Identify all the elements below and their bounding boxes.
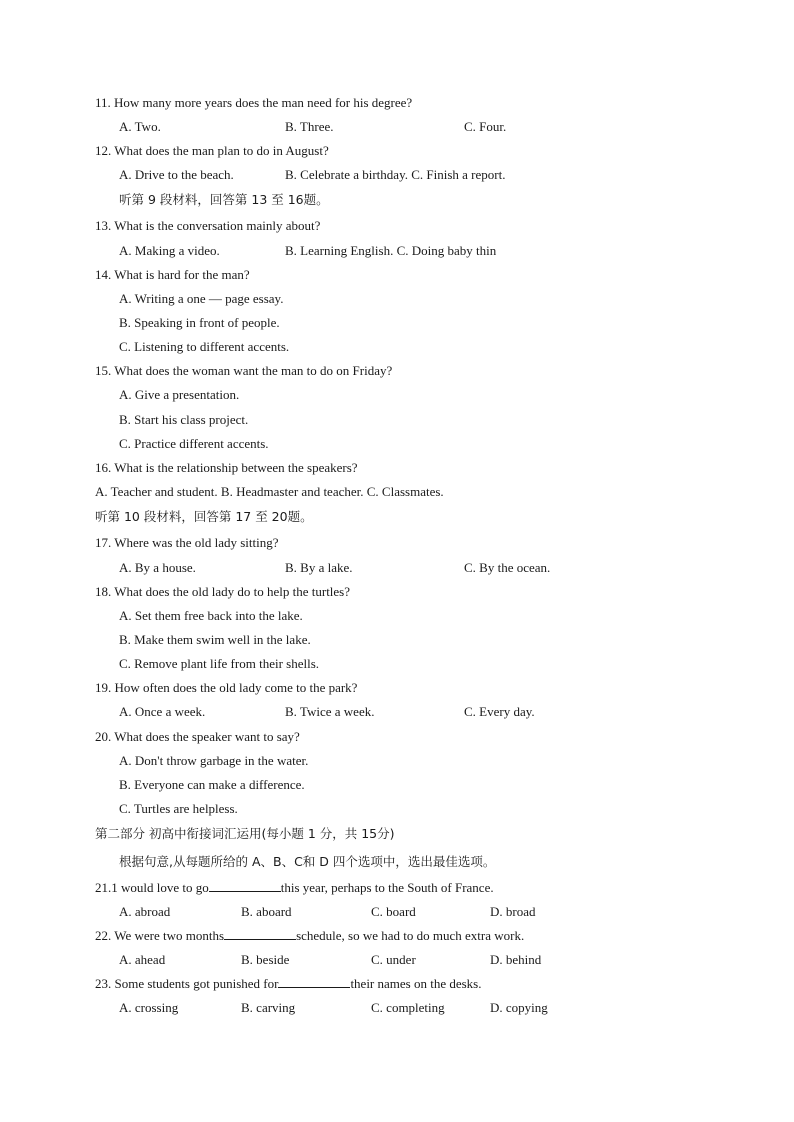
question-13-options-bc: B. Learning English. C. Doing baby thin [285, 243, 497, 258]
question-20-option-a: A. Don't throw garbage in the water. [119, 753, 309, 768]
question-21-option-d: D. broad [490, 904, 536, 919]
question-22-stem-start: 22. We were two months [95, 928, 225, 943]
part-2-instruction: 根据句意,从每题所给的 A、B、C和 D 四个选项中，选出最佳选项。 [119, 854, 496, 869]
question-11-option-a: A. Two. [119, 119, 161, 134]
question-15-option-c: C. Practice different accents. [119, 436, 269, 451]
question-12-options-bc: B. Celebrate a birthday. C. Finish a report. [285, 167, 506, 182]
question-15-stem: 15. What does the woman want the man to do on Friday? [95, 363, 393, 378]
question-20-option-c: C. Turtles are helpless. [119, 801, 238, 816]
question-15-option-b: B. Start his class project. [119, 412, 249, 427]
question-20-stem: 20. What does the speaker want to say? [95, 729, 300, 744]
question-15-option-a: A. Give a presentation. [119, 387, 240, 402]
question-14-option-c: C. Listening to different accents. [119, 339, 290, 354]
question-17-option-c: C. By the ocean. [464, 560, 551, 575]
question-16-options: A. Teacher and student. B. Headmaster and teacher. C. Classmates. [95, 484, 444, 499]
question-23-option-b: B. carving [241, 1000, 296, 1015]
question-23-option-d: D. copying [490, 1000, 548, 1015]
question-18-option-c: C. Remove plant life from their shells. [119, 656, 320, 671]
question-16-stem: 16. What is the relationship between the speakers? [95, 460, 358, 475]
question-22-stem-end: schedule, so we had to do much extra work. [296, 928, 525, 943]
listening-instruction-10: 听第 10 段材料，回答第 17 至 20题。 [95, 509, 313, 524]
question-21-stem [95, 880, 494, 896]
question-20-option-b: B. Everyone can make a difference. [119, 777, 305, 792]
question-21-option-a: A. abroad [119, 904, 171, 919]
question-17-option-a: A. By a house. [119, 560, 196, 575]
question-23-option-a: A. crossing [119, 1000, 179, 1015]
question-18-option-b: B. Make them swim well in the lake. [119, 632, 311, 647]
question-23-option-c: C. completing [371, 1000, 445, 1015]
question-13-option-a: A. Making a video. [119, 243, 220, 258]
question-13-stem: 13. What is the conversation mainly about? [95, 218, 321, 233]
question-17-option-b: B. By a lake. [285, 560, 353, 575]
question-18-stem: 18. What does the old lady do to help the turtles? [95, 584, 351, 599]
question-17-stem: 17. Where was the old lady sitting? [95, 535, 279, 550]
question-22-option-d: D. behind [490, 952, 542, 967]
question-22-stem [95, 928, 524, 944]
question-23-stem-start: 23. Some students got punished for [95, 976, 279, 991]
question-19-option-c: C. Every day. [464, 704, 535, 719]
question-18-option-a: A. Set them free back into the lake. [119, 608, 303, 623]
question-14-option-b: B. Speaking in front of people. [119, 315, 280, 330]
question-22-option-c: C. under [371, 952, 416, 967]
question-11-stem: 11. How many more years does the man need for his degree? [95, 95, 413, 110]
question-21-option-c: C. board [371, 904, 416, 919]
question-23-stem [95, 976, 482, 992]
question-14-stem: 14. What is hard for the man? [95, 267, 250, 282]
question-11-option-b: B. Three. [285, 119, 334, 134]
question-21-stem-end: this year, perhaps to the South of France. [280, 880, 494, 895]
question-22-option-b: B. beside [241, 952, 290, 967]
question-21-option-b: B. aboard [241, 904, 292, 919]
answer-blank [224, 928, 296, 940]
question-19-option-b: B. Twice a week. [285, 704, 375, 719]
question-19-option-a: A. Once a week. [119, 704, 206, 719]
answer-blank [209, 880, 281, 892]
question-19-stem: 19. How often does the old lady come to the park? [95, 680, 358, 695]
question-23-stem-end: their names on the desks. [350, 976, 482, 991]
question-14-option-a: A. Writing a one — page essay. [119, 291, 284, 306]
question-21-stem-start: 21.1 would love to go [95, 880, 209, 895]
answer-blank [278, 976, 350, 988]
question-22-option-a: A. ahead [119, 952, 166, 967]
part-2-heading: 第二部分 初高中衔接词汇运用(每小题 1 分，共 15分) [95, 826, 395, 841]
question-12-option-a: A. Drive to the beach. [119, 167, 234, 182]
question-12-stem: 12. What does the man plan to do in August? [95, 143, 329, 158]
listening-instruction-9: 听第 9 段材料，回答第 13 至 16题。 [119, 192, 329, 207]
question-11-option-c: C. Four. [464, 119, 507, 134]
